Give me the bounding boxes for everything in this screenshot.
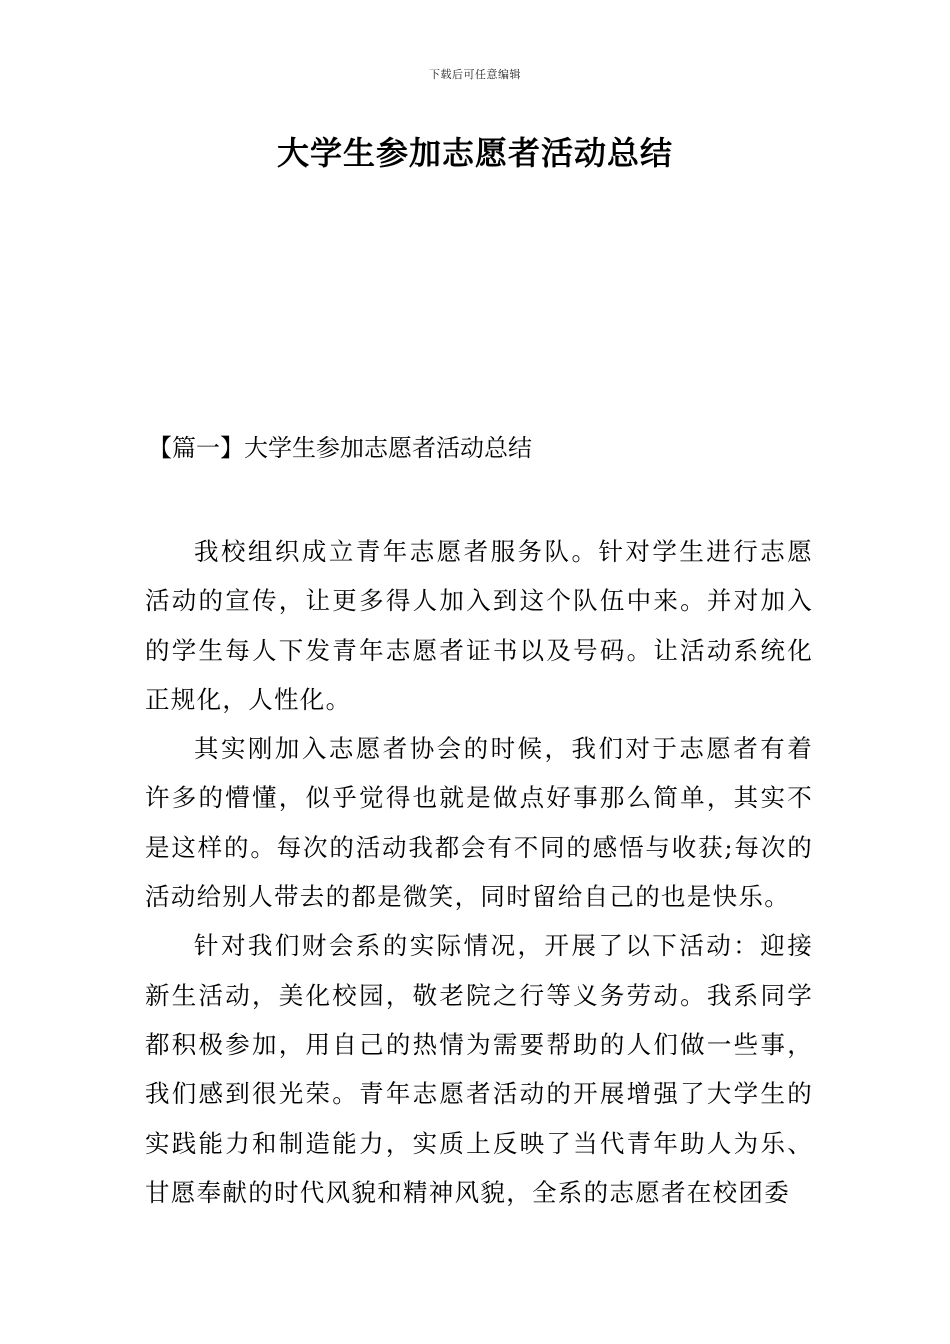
header-note: 下载后可任意编辑 xyxy=(429,68,521,81)
section-heading: 【篇一】大学生参加志愿者活动总结 xyxy=(148,434,532,462)
paragraph: 我校组织成立青年志愿者服务队。针对学生进行志愿活动的宣传，让更多得人加入到这个队伍中来。并对加入的学生每人下发青年志愿者证书以及号码。让活动系统化正规化，人性化。 xyxy=(145,537,813,714)
paragraph: 其实刚加入志愿者协会的时候，我们对于志愿者有着许多的懵懂，似乎觉得也就是做点好事那么简单，其实不是这样的。每次的活动我都会有不同的感悟与收获;每次的活动给别人带去的都是微笑，同时留给自己的也是快乐。 xyxy=(145,734,813,912)
document-body xyxy=(145,527,813,1217)
document-title: 大学生参加志愿者活动总结 xyxy=(276,134,673,172)
paragraph: 针对我们财会系的实际情况，开展了以下活动：迎接新生活动，美化校园，敬老院之行等义务劳动。我系同学都积极参加，用自己的热情为需要帮助的人们做一些事，我们感到很光荣。青年志愿者活动的开展增强了大学生的实践能力和制造能力，实质上反映了当代青年助人为乐、甘愿奉献的时代风貌和精神风貌，全系的志愿者在校团委 xyxy=(145,931,813,1207)
